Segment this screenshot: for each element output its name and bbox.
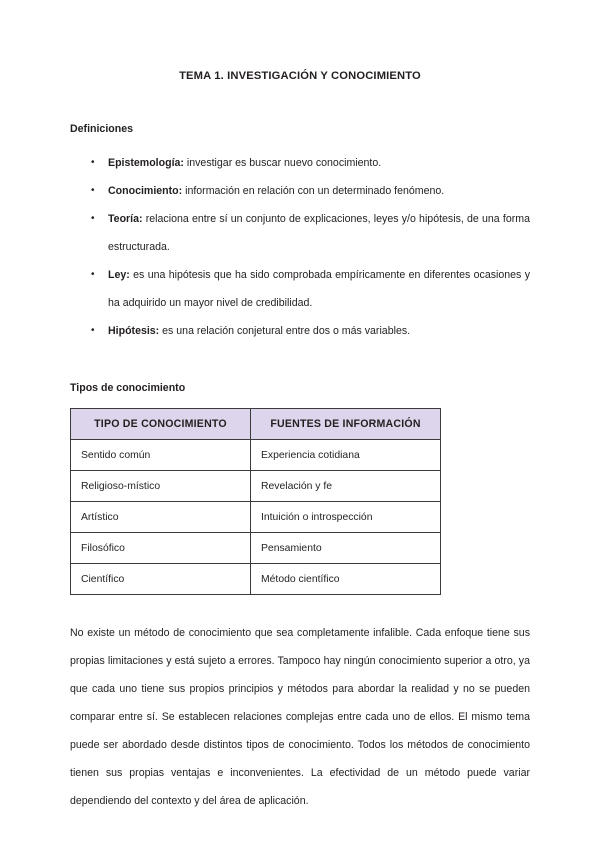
- table-cell-source: Revelación y fe: [251, 471, 441, 502]
- table-cell-type: Filosófico: [71, 533, 251, 564]
- table-row: [71, 440, 441, 471]
- definition-text: es una hipótesis que ha sido comprobada empíricamente en diferentes ocasiones y ha adquirido un mayor nivel de credibilidad.: [108, 269, 530, 309]
- table-cell-type: Científico: [71, 564, 251, 595]
- definition-term: Teoría:: [108, 213, 143, 225]
- definition-text: investigar es buscar nuevo conocimiento.: [183, 157, 382, 169]
- table-cell-type: Artístico: [71, 502, 251, 533]
- definition-text: información en relación con un determinado fenómeno.: [182, 185, 445, 197]
- definition-term: Epistemología:: [108, 157, 184, 169]
- list-item: [70, 317, 530, 345]
- table-cell-source: Experiencia cotidiana: [251, 440, 441, 471]
- knowledge-table-wrapper: [70, 394, 530, 595]
- table-cell-type: Religioso-místico: [71, 471, 251, 502]
- closing-paragraph: No existe un método de conocimiento que sea completamente infalible. Cada enfoque tiene sus propias limitaciones y está sujeto a errores. Tampoco hay ningún conocimiento superior a otro, ya que cada uno tiene sus propios principios y métodos para abordar la realidad y no se pueden comparar entre sí. Se establecen relaciones complejas entre cada uno de ellos. El mismo tema puede ser abordado desde distintos tipos de conocimiento. Todos los métodos de conocimiento tienen sus propias ventajas e inconvenientes. La efectividad de un método puede variar dependiendo del contexto y del área de aplicación.: [70, 627, 530, 807]
- page-title: TEMA 1. INVESTIGACIÓN Y CONOCIMIENTO: [179, 70, 421, 82]
- table-row: [71, 564, 441, 595]
- table-row: [71, 533, 441, 564]
- table-cell-source: Método científico: [251, 564, 441, 595]
- list-item: [70, 261, 530, 317]
- definition-term: Ley:: [108, 269, 130, 281]
- section-heading-tipos-de-conocimiento: Tipos de conocimiento: [70, 382, 186, 394]
- table-header-row: [71, 409, 441, 440]
- list-item: [70, 149, 530, 177]
- table-cell-source: Intuición o introspección: [251, 502, 441, 533]
- section-heading-definiciones: Definiciones: [70, 123, 133, 135]
- definition-term: Hipótesis:: [108, 325, 160, 337]
- table-cell-type: Sentido común: [71, 440, 251, 471]
- definitions-list: [70, 135, 530, 345]
- table-header-cell: FUENTES DE INFORMACIÓN: [251, 409, 441, 440]
- table-row: [71, 502, 441, 533]
- knowledge-table: [70, 408, 441, 595]
- table-row: [71, 471, 441, 502]
- table-cell-source: Pensamiento: [251, 533, 441, 564]
- definition-text: relaciona entre sí un conjunto de explicaciones, leyes y/o hipótesis, de una forma estructurada.: [108, 213, 530, 253]
- list-item: [70, 177, 530, 205]
- list-item: [70, 205, 530, 261]
- table-header-cell: TIPO DE CONOCIMIENTO: [71, 409, 251, 440]
- definition-term: Conocimiento:: [108, 185, 183, 197]
- definition-text: es una relación conjetural entre dos o más variables.: [159, 325, 411, 337]
